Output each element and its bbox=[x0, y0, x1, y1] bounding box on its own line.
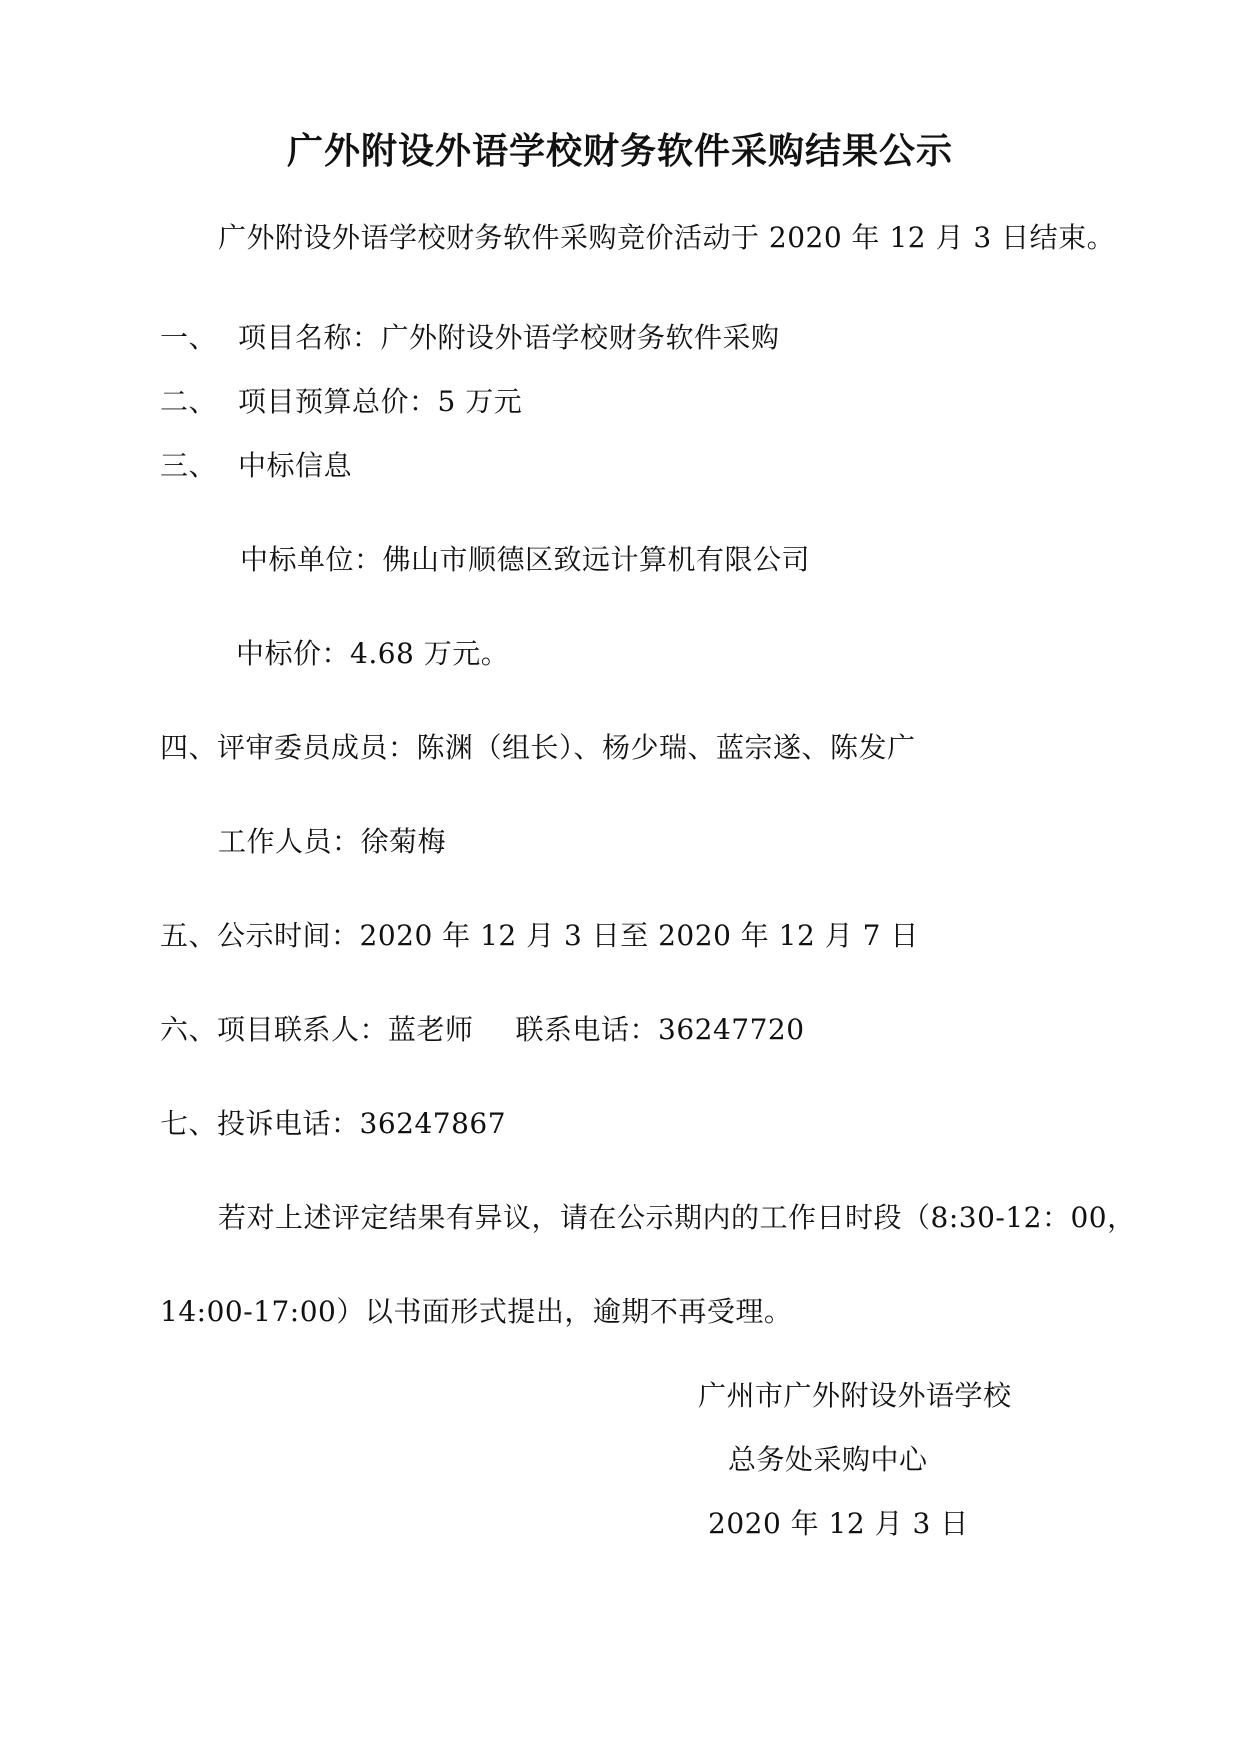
item-6 bbox=[160, 1010, 805, 1050]
item-number: 四、 bbox=[160, 731, 218, 764]
item-number: 七、 bbox=[160, 1107, 218, 1140]
winning-price: 中标价：4.68 万元。 bbox=[236, 637, 510, 670]
winning-unit: 中标单位：佛山市顺德区致远计算机有限公司 bbox=[240, 543, 811, 576]
item-text: 项目名称：广外附设外语学校财务软件采购 bbox=[238, 321, 780, 354]
item-3 bbox=[160, 446, 352, 486]
item-number: 一、 bbox=[160, 321, 218, 354]
item-text: 中标信息 bbox=[238, 449, 353, 482]
item-7 bbox=[160, 1104, 506, 1144]
document-title: 广外附设外语学校财务软件采购结果公示 bbox=[286, 131, 953, 172]
signature-organization: 广州市广外附设外语学校 bbox=[698, 1379, 1012, 1412]
signature-department: 总务处采购中心 bbox=[728, 1443, 928, 1476]
contact-phone: 联系电话：36247720 bbox=[515, 1013, 805, 1046]
item-number: 五、 bbox=[160, 919, 218, 952]
staff-line: 工作人员：徐菊梅 bbox=[218, 825, 447, 858]
complaint-phone: 投诉电话：36247867 bbox=[217, 1107, 507, 1140]
item-number: 二、 bbox=[160, 385, 218, 418]
item-number: 三、 bbox=[160, 449, 218, 482]
item-2 bbox=[160, 382, 522, 422]
objection-line-2: 14:00-17:00）以书面形式提出，逾期不再受理。 bbox=[160, 1295, 793, 1328]
item-number: 六、 bbox=[160, 1013, 218, 1046]
item-5 bbox=[160, 916, 919, 956]
signature-date: 2020 年 12 月 3 日 bbox=[708, 1507, 969, 1540]
item-text: 项目预算总价：5 万元 bbox=[238, 385, 523, 418]
publicity-period: 公示时间：2020 年 12 月 3 日至 2020 年 12 月 7 日 bbox=[217, 919, 919, 952]
contact-person: 项目联系人：蓝老师 bbox=[217, 1013, 474, 1046]
item-1 bbox=[160, 318, 780, 358]
intro-paragraph: 广外附设外语学校财务软件采购竞价活动于 2020 年 12 月 3 日结束。 bbox=[218, 221, 1116, 254]
committee-members: 评审委员成员：陈渊（组长）、杨少瑞、蓝宗遂、陈发广 bbox=[217, 731, 916, 764]
objection-line-1: 若对上述评定结果有异议，请在公示期内的工作日时段（8:30-12：00， bbox=[218, 1201, 1136, 1234]
item-4 bbox=[160, 728, 916, 768]
